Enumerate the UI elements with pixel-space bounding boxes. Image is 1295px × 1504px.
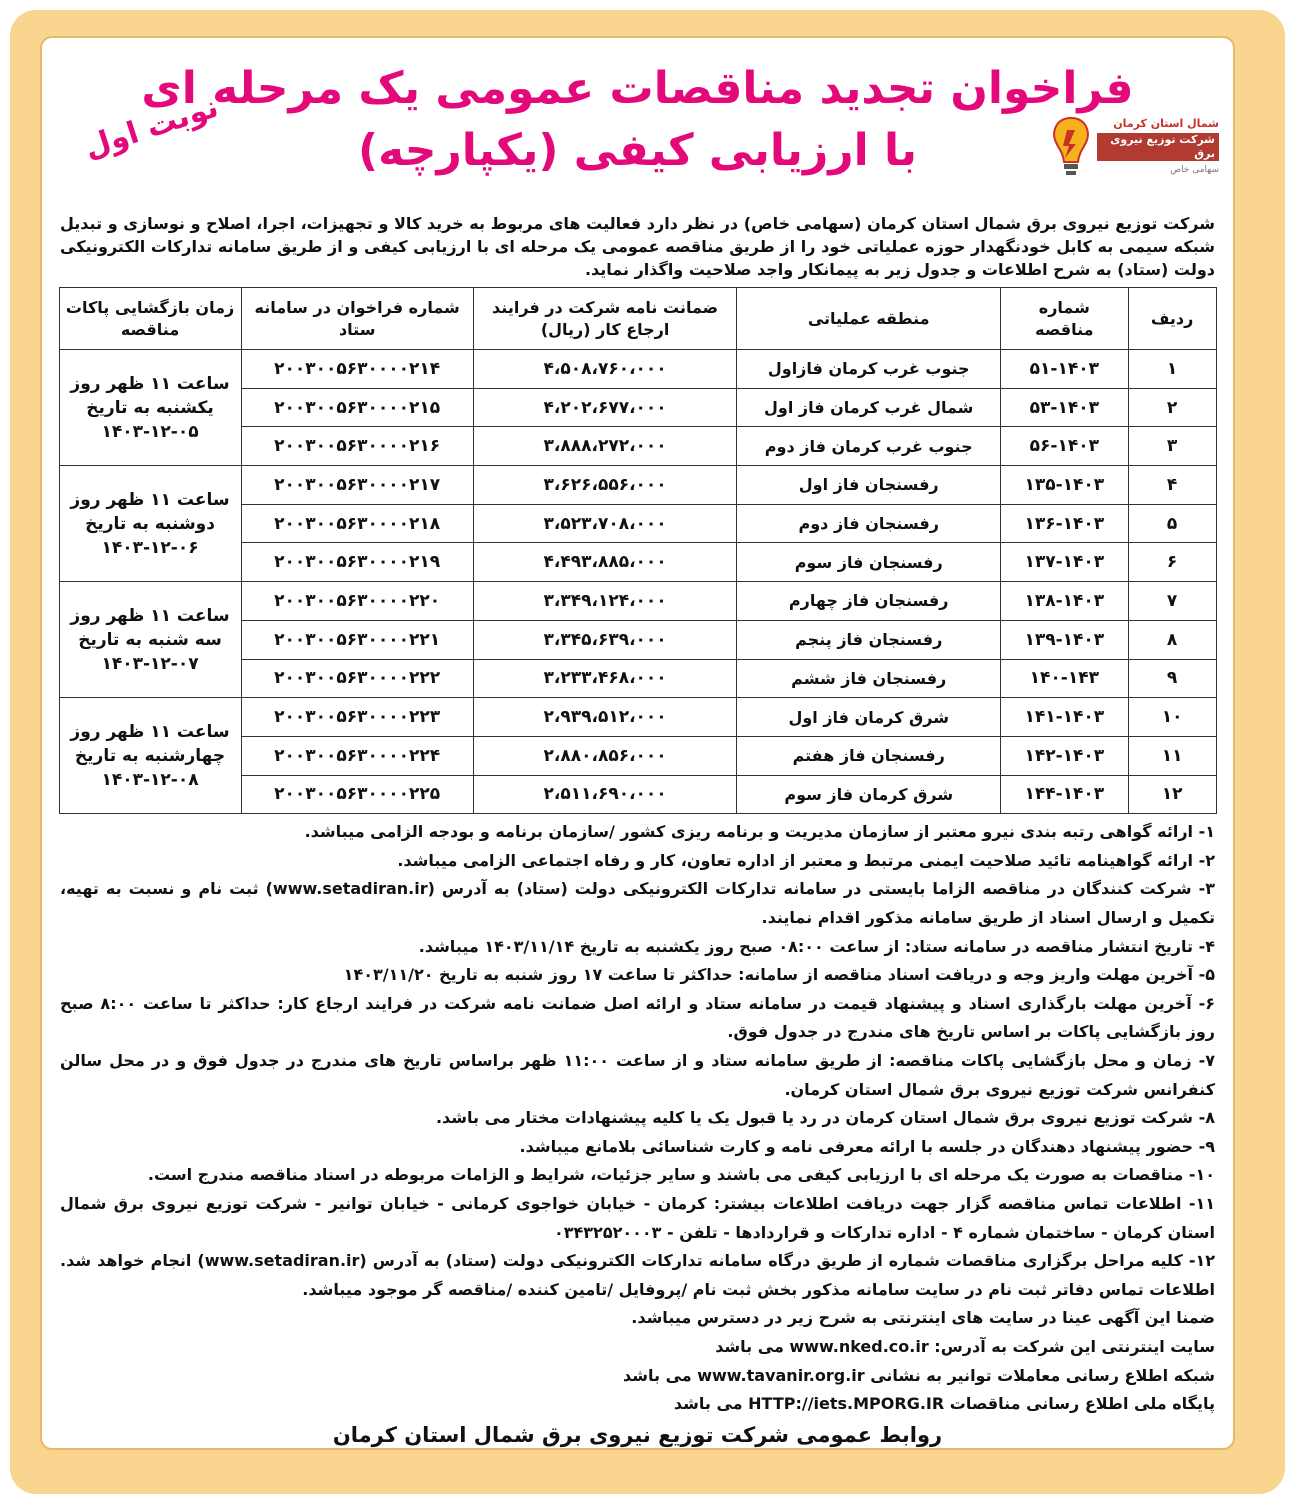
cell-setad-no: ۲۰۰۳۰۰۵۶۳۰۰۰۰۲۲۵	[241, 775, 473, 814]
table-row	[59, 582, 1216, 621]
note-item: ۸- شرکت توزیع نیروی برق شمال استان کرمان در رد یا قبول یک یا کلیه پیشنهادات مختار می باشد.	[435, 1108, 1215, 1128]
note-item: ضمنا این آگهی عینا در سایت های اینترنتی به شرح زیر در دسترس میباشد.	[631, 1308, 1215, 1328]
cell-opening-time: ساعت ۱۱ ظهر روز چهارشنبه به تاریخ ۰۸-۱۲-۱۴۰۳	[59, 698, 241, 814]
cell-region: شمال غرب کرمان فاز اول	[737, 388, 1001, 427]
cell-setad-no: ۲۰۰۳۰۰۵۶۳۰۰۰۰۲۱۶	[241, 427, 473, 466]
cell-setad-no: ۲۰۰۳۰۰۵۶۳۰۰۰۰۲۲۲	[241, 659, 473, 698]
cell-row: ۵	[1128, 504, 1216, 543]
cell-region: رفسنجان فاز ششم	[737, 659, 1001, 698]
cell-setad-no: ۲۰۰۳۰۰۵۶۳۰۰۰۰۲۲۳	[241, 698, 473, 737]
col-region: منطقه عملیاتی	[737, 288, 1001, 350]
tavanir-link[interactable]: شبکه اطلاع رسانی معاملات توانیر به نشانی www.tavanir.org.ir می باشد	[623, 1365, 1215, 1385]
cell-region: جنوب غرب کرمان فازاول	[737, 350, 1001, 389]
cell-row: ۱۰	[1128, 698, 1216, 737]
cell-row: ۹	[1128, 659, 1216, 698]
cell-setad-no: ۲۰۰۳۰۰۵۶۳۰۰۰۰۲۱۴	[241, 350, 473, 389]
iets-link[interactable]: پایگاه ملی اطلاع رسانی مناقصات HTTP://iets.MPORG.IR می باشد	[673, 1394, 1215, 1414]
cell-tender-no: ۵۳-۱۴۰۳	[1001, 388, 1129, 427]
cell-setad-no: ۲۰۰۳۰۰۵۶۳۰۰۰۰۲۱۷	[241, 466, 473, 505]
note-item: ۷- زمان و محل بازگشایی پاکات مناقصه: از طریق سامانه ستاد و از ساعت ۱۱:۰۰ ظهر براساس تاریخ های مندرج در جدول فوق و در محل سالن کنفرانس شرکت توزیع نیروی برق شمال استان کرمان.	[60, 1051, 1216, 1099]
logo-line-region: شمال استان کرمان	[1113, 117, 1219, 130]
note-item: ۱۲- کلیه مراحل برگزاری مناقصات شماره از طریق درگاه سامانه تدارکات الکترونیکی دولت (ستاد) به آدرس (www.setadiran.ir) انجام خواهد شد. اطلاعات تماس دفاتر ثبت نام در سایت سامانه مذکور بخش ثبت نام /پروفایل /تامین کننده /مناقصه گر موجود میباشد.	[60, 1251, 1215, 1299]
table-row	[59, 466, 1216, 505]
note-item: ۱- ارائه گواهی رتبه بندی نیرو معتبر از سازمان مدیریت و برنامه ریزی کشور /سازمان برنامه و بودجه الزامی میباشد.	[304, 822, 1215, 842]
cell-setad-no: ۲۰۰۳۰۰۵۶۳۰۰۰۰۲۲۴	[241, 736, 473, 775]
cell-row: ۶	[1128, 543, 1216, 582]
note-item: ۲- ارائه گواهینامه تائید صلاحیت ایمنی مرتبط و معتبر از اداره تعاون، کار و رفاه اجتماعی الزامی میباشد.	[397, 850, 1215, 870]
notice-header	[56, 58, 1219, 208]
tenders-table	[59, 287, 1217, 814]
note-item: ۹- حضور پیشنهاد دهندگان در جلسه با ارائه معرفی نامه و کارت شناسائی بلامانع میباشد.	[519, 1136, 1215, 1156]
note-item: ۵- آخرین مهلت واریز وجه و دریافت اسناد مناقصه از سامانه: حداکثر تا ساعت ۱۷ روز شنبه به تاریخ ۱۴۰۳/۱۱/۲۰	[343, 965, 1215, 985]
col-row: ردیف	[1128, 288, 1216, 350]
note-item: ۱۰- مناقصات به صورت یک مرحله ای با ارزیابی کیفی می باشند و سایر جزئیات، شرایط و الزامات مربوطه در اسناد مناقصه مندرج است.	[147, 1165, 1215, 1185]
cell-opening-time: ساعت ۱۱ ظهر روز یکشنبه به تاریخ ۰۵-۱۲-۱۴۰۳	[59, 350, 241, 466]
title-line-2: با ارزیابی کیفی (یکپارچه)	[357, 125, 918, 176]
cell-row: ۲	[1128, 388, 1216, 427]
title-line-1: فراخوان تجدید مناقصات عمومی یک مرحله ای	[141, 63, 1134, 114]
logo-line-company: شرکت توزیع نیروی برق	[1097, 133, 1219, 161]
cell-guarantee: ۲،۵۱۱،۶۹۰،۰۰۰	[473, 775, 737, 814]
cell-tender-no: ۱۴۰-۱۴۳	[1001, 659, 1129, 698]
cell-tender-no: ۱۳۶-۱۴۰۳	[1001, 504, 1129, 543]
cell-tender-no: ۱۳۹-۱۴۰۳	[1001, 620, 1129, 659]
cell-setad-no: ۲۰۰۳۰۰۵۶۳۰۰۰۰۲۲۰	[241, 582, 473, 621]
round-badge: نوبت اول	[79, 89, 223, 166]
cell-opening-time: ساعت ۱۱ ظهر روز سه شنبه به تاریخ ۰۷-۱۲-۱۴۰۳	[59, 582, 241, 698]
cell-guarantee: ۴،۵۰۸،۷۶۰،۰۰۰	[473, 350, 737, 389]
cell-setad-no: ۲۰۰۳۰۰۵۶۳۰۰۰۰۲۱۵	[241, 388, 473, 427]
cell-row: ۸	[1128, 620, 1216, 659]
cell-setad-no: ۲۰۰۳۰۰۵۶۳۰۰۰۰۲۱۸	[241, 504, 473, 543]
cell-region: رفسنجان فاز هفتم	[737, 736, 1001, 775]
cell-region: رفسنجان فاز چهارم	[737, 582, 1001, 621]
note-item: ۱۱- اطلاعات تماس مناقصه گزار جهت دریافت اطلاعات بیشتر: کرمان - خیابان خواجوی کرمانی - خیابان توانیر - شرکت توزیع نیروی برق شمال استان کرمان - ساختمان شماره ۴ - اداره تدارکات و قراردادها - تلفن - ۰۳۴۳۲۵۲۰۰۰۳	[60, 1193, 1215, 1242]
note-item: ۶- آخرین مهلت بارگذاری اسناد و پیشنهاد قیمت در سامانه ستاد و ارائه اصل ضمانت نامه شرکت در فرایند ارجاع کار: حداکثر تا ساعت ۸:۰۰ صبح روز بازگشایی پاکات بر اساس تاریخ های مندرج در جدول فوق.	[60, 993, 1215, 1042]
intro-paragraph: شرکت توزیع نیروی برق شمال استان کرمان (سهامی خاص) در نظر دارد فعالیت های مربوط به خرید کالا و تجهیزات، اجرا، اصلاح و نوسازی و تبدیل شبکه سیمی به کابل خودنگهدار حوزه عملیاتی خود را از طریق مناقصه عمومی یک مرحله ای با ارزیابی کیفی و از طریق سامانه تدارکات الکترونیکی دولت (ستاد) به شرح اطلاعات و جدول زیر به پیمانکار واجد صلاحیت واگذار نماید.	[60, 214, 1215, 279]
lightbulb-icon	[1049, 116, 1093, 178]
cell-region: رفسنجان فاز پنجم	[737, 620, 1001, 659]
cell-guarantee: ۲،۸۸۰،۸۵۶،۰۰۰	[473, 736, 737, 775]
cell-row: ۱	[1128, 350, 1216, 389]
cell-row: ۱۲	[1128, 775, 1216, 814]
cell-tender-no: ۵۶-۱۴۰۳	[1001, 427, 1129, 466]
cell-region: رفسنجان فاز دوم	[737, 504, 1001, 543]
cell-guarantee: ۳،۳۴۹،۱۲۴،۰۰۰	[473, 582, 737, 621]
col-opening: زمان بازگشایی پاکات مناقصه	[59, 288, 241, 350]
note-item: ۴- تاریخ انتشار مناقصه در سامانه ستاد: از ساعت ۰۸:۰۰ صبح روز یکشنبه به تاریخ ۱۴۰۳/۱۱/۱۴ میباشد.	[418, 936, 1215, 956]
cell-tender-no: ۱۳۵-۱۴۰۳	[1001, 466, 1129, 505]
cell-region: شرق کرمان فاز اول	[737, 698, 1001, 737]
col-guarantee: ضمانت نامه شرکت در فرایند ارجاع کار (ریال)	[473, 288, 737, 350]
cell-opening-time: ساعت ۱۱ ظهر روز دوشنبه به تاریخ ۰۶-۱۲-۱۴۰۳	[59, 466, 241, 582]
cell-guarantee: ۳،۳۴۵،۶۳۹،۰۰۰	[473, 620, 737, 659]
cell-tender-no: ۱۴۲-۱۴۰۳	[1001, 736, 1129, 775]
cell-guarantee: ۳،۲۳۳،۴۶۸،۰۰۰	[473, 659, 737, 698]
logo-text	[1097, 117, 1219, 177]
cell-region: جنوب غرب کرمان فاز دوم	[737, 427, 1001, 466]
cell-setad-no: ۲۰۰۳۰۰۵۶۳۰۰۰۰۲۲۱	[241, 620, 473, 659]
note-item: ۳- شرکت کنندگان در مناقصه الزاما بایستی در سامانه تدارکات الکترونیکی دولت (ستاد) به آدرس (www.setadiran.ir) ثبت نام و نسبت به تهیه، تکمیل و ارسال اسناد از طریق سامانه مذکور اقدام نمایند.	[60, 879, 1216, 928]
cell-setad-no: ۲۰۰۳۰۰۵۶۳۰۰۰۰۲۱۹	[241, 543, 473, 582]
company-logo	[1049, 108, 1219, 186]
col-tender-no: شماره مناقصه	[1001, 288, 1129, 350]
cell-guarantee: ۳،۵۲۳،۷۰۸،۰۰۰	[473, 504, 737, 543]
cell-guarantee: ۳،۸۸۸،۲۷۲،۰۰۰	[473, 427, 737, 466]
table-row	[59, 698, 1216, 737]
page-title	[56, 58, 1219, 182]
cell-row: ۳	[1128, 427, 1216, 466]
notes-list	[56, 818, 1219, 1418]
table-row	[59, 350, 1216, 389]
table-header-row	[59, 288, 1216, 350]
cell-tender-no: ۱۴۴-۱۴۰۳	[1001, 775, 1129, 814]
cell-guarantee: ۲،۹۳۹،۵۱۲،۰۰۰	[473, 698, 737, 737]
signature: روابط عمومی شرکت توزیع نیروی برق شمال استان کرمان	[332, 1422, 943, 1447]
cell-row: ۴	[1128, 466, 1216, 505]
cell-guarantee: ۴،۴۹۳،۸۸۵،۰۰۰	[473, 543, 737, 582]
cell-tender-no: ۵۱-۱۴۰۳	[1001, 350, 1129, 389]
website-link[interactable]: سایت اینترنتی این شرکت به آدرس: www.nked.co.ir می باشد	[715, 1336, 1215, 1356]
cell-row: ۷	[1128, 582, 1216, 621]
cell-guarantee: ۴،۲۰۲،۶۷۷،۰۰۰	[473, 388, 737, 427]
cell-tender-no: ۱۳۸-۱۴۰۳	[1001, 582, 1129, 621]
cell-region: رفسنجان فاز سوم	[737, 543, 1001, 582]
cell-tender-no: ۱۳۷-۱۴۰۳	[1001, 543, 1129, 582]
cell-tender-no: ۱۴۱-۱۴۰۳	[1001, 698, 1129, 737]
cell-row: ۱۱	[1128, 736, 1216, 775]
cell-region: شرق کرمان فاز سوم	[737, 775, 1001, 814]
cell-guarantee: ۳،۶۲۶،۵۵۶،۰۰۰	[473, 466, 737, 505]
col-setad-no: شماره فراخوان در سامانه ستاد	[241, 288, 473, 350]
cell-region: رفسنجان فاز اول	[737, 466, 1001, 505]
tender-notice	[40, 36, 1235, 1450]
logo-line-type: سهامی خاص	[1170, 165, 1219, 175]
